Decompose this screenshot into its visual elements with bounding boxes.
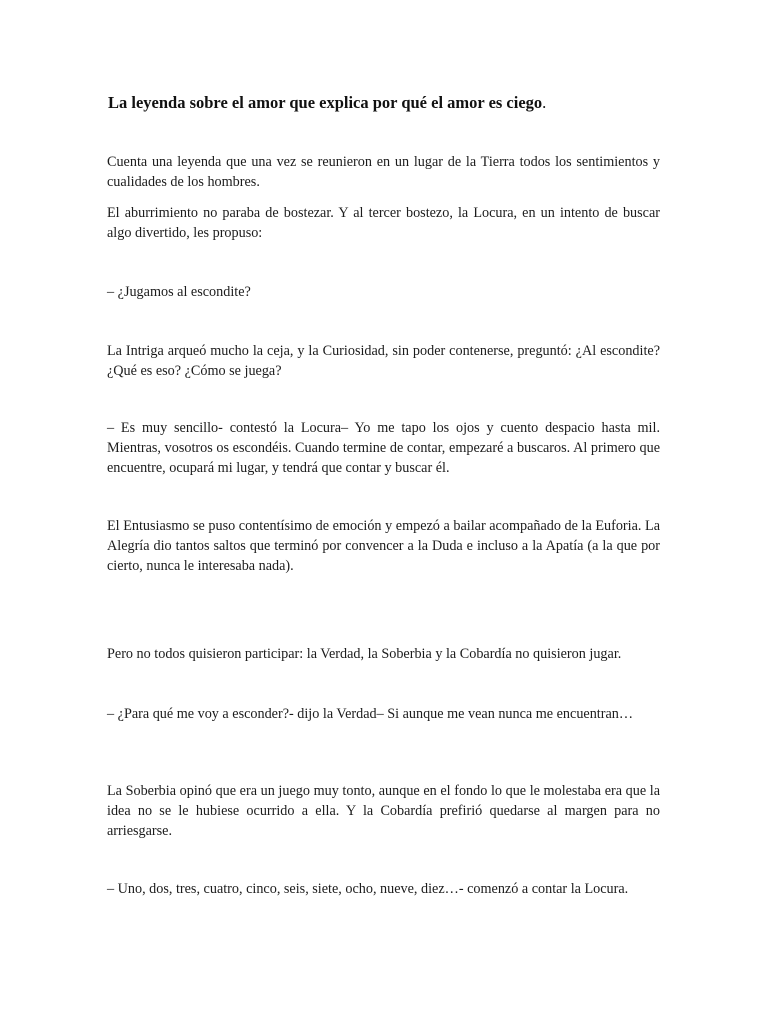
document-title-text: La leyenda sobre el amor que explica por qué el amor es ciego <box>108 93 543 112</box>
paragraph-3: – ¿Jugamos al escondite? <box>107 284 251 300</box>
document-title-period: . <box>542 93 547 112</box>
paragraph-8: – ¿Para qué me voy a esconder?- dijo la Verdad– Si aunque me vean nunca me encuentran… <box>107 706 634 722</box>
paragraph-9: La Soberbia opinó que era un juego muy tonto, aunque en el fondo lo que le molestaba era que la idea no se le hubiese ocurrido a ella. Y la Cobardía prefirió quedarse al margen para no arriesgarse. <box>107 783 660 839</box>
paragraph-6: El Entusiasmo se puso contentísimo de emoción y empezó a bailar acompañado de la Euforia. La Alegría dio tantos saltos que terminó por convencer a la Duda e incluso a la Apatía (a la que por cierto, nunca le interesaba nada). <box>107 518 660 574</box>
paragraph-1: Cuenta una leyenda que una vez se reunieron en un lugar de la Tierra todos los sentimientos y cualidades de los hombres. <box>107 154 660 190</box>
document-title <box>108 92 668 114</box>
paragraph-7: Pero no todos quisieron participar: la Verdad, la Soberbia y la Cobardía no quisieron jugar. <box>107 646 622 662</box>
paragraph-2: El aburrimiento no paraba de bostezar. Y al tercer bostezo, la Locura, en un intento de buscar algo divertido, les propuso: <box>107 205 660 241</box>
paragraph-4: La Intriga arqueó mucho la ceja, y la Curiosidad, sin poder contenerse, preguntó: ¿Al escondite? ¿Qué es eso? ¿Cómo se juega? <box>107 343 660 379</box>
paragraph-10: – Uno, dos, tres, cuatro, cinco, seis, siete, ocho, nueve, diez…- comenzó a contar la Locura. <box>107 881 629 897</box>
paragraph-5: – Es muy sencillo- contestó la Locura– Yo me tapo los ojos y cuento despacio hasta mil. Mientras, vosotros os escondéis. Cuando termine de contar, empezaré a buscaros. Al primero que encuentre, ocupará mi lugar, y tendrá que contar y buscar él. <box>107 420 660 476</box>
